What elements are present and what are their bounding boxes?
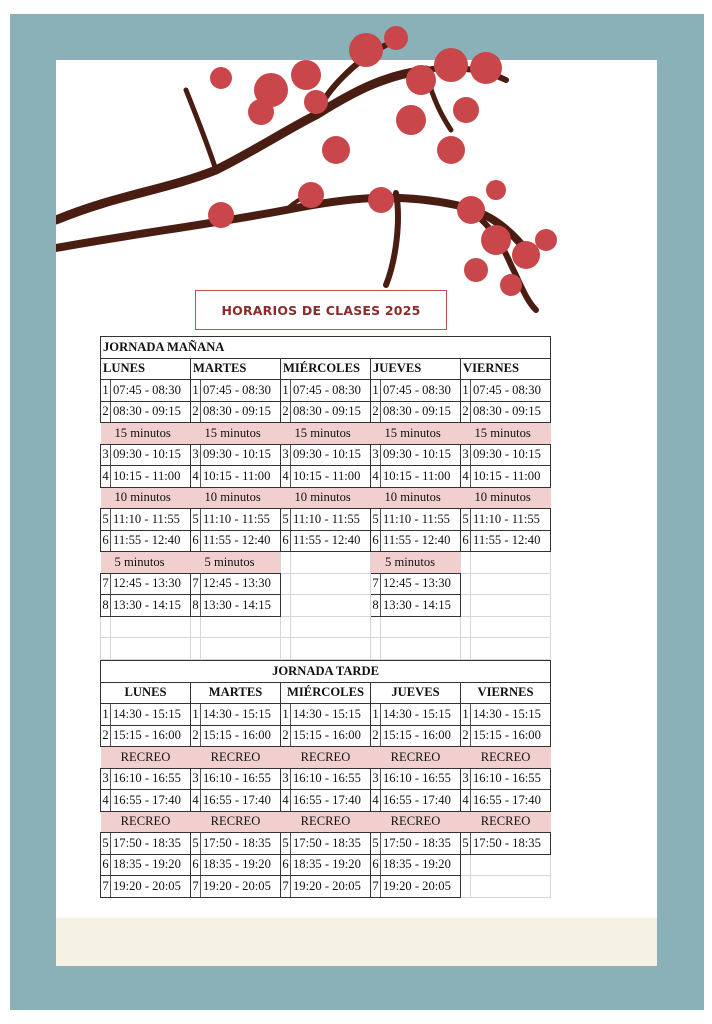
period-number: 7 (101, 573, 111, 595)
time-slot: 10:15 - 11:00 (471, 466, 551, 488)
period-number: 4 (281, 466, 291, 488)
period-number: 3 (461, 444, 471, 466)
time-slot: 11:55 - 12:40 (291, 530, 371, 552)
period-number: 7 (371, 573, 381, 595)
period-number: 8 (101, 595, 111, 617)
break-cell: 5 minutos (371, 552, 461, 574)
period-number: 5 (371, 509, 381, 531)
time-slot: 10:15 - 11:00 (291, 466, 371, 488)
period-number: 1 (101, 704, 111, 726)
table-row (101, 401, 551, 423)
time-slot: 09:30 - 10:15 (471, 444, 551, 466)
period-number: 1 (461, 704, 471, 726)
time-slot: 11:55 - 12:40 (381, 530, 461, 552)
period-number: 6 (281, 530, 291, 552)
break-row (101, 811, 551, 833)
period-number: 5 (101, 833, 111, 855)
time-slot: 08:30 - 09:15 (381, 401, 461, 423)
period-number: 5 (371, 833, 381, 855)
period-number: 6 (191, 530, 201, 552)
time-slot: 14:30 - 15:15 (471, 704, 551, 726)
table-row (101, 790, 551, 812)
period-number: 1 (191, 704, 201, 726)
break-cell: RECREO (371, 811, 461, 833)
table-row (101, 833, 551, 855)
time-slot: 09:30 - 10:15 (381, 444, 461, 466)
time-slot: 11:10 - 11:55 (111, 509, 191, 531)
time-slot: 12:45 - 13:30 (111, 573, 191, 595)
time-slot: 11:10 - 11:55 (381, 509, 461, 531)
blossom-branch-illustration (56, 20, 576, 320)
break-cell: RECREO (371, 747, 461, 769)
break-cell: 15 minutos (371, 423, 461, 445)
table-row (101, 725, 551, 747)
footer-band (56, 918, 657, 966)
section-heading: JORNADA TARDE (101, 661, 551, 683)
time-slot: 18:35 - 19:20 (291, 854, 371, 876)
time-slot: 07:45 - 08:30 (201, 380, 281, 402)
period-number: 3 (101, 768, 111, 790)
period-number: 2 (281, 725, 291, 747)
table-row (101, 466, 551, 488)
day-header: JUEVES (371, 358, 461, 380)
period-number: 1 (371, 380, 381, 402)
table-row (101, 704, 551, 726)
break-cell: 15 minutos (191, 423, 281, 445)
day-header: VIERNES (461, 358, 551, 380)
time-slot: 11:55 - 12:40 (111, 530, 191, 552)
break-cell: 10 minutos (101, 487, 191, 509)
period-number: 4 (101, 466, 111, 488)
day-header: MIÉRCOLES (281, 682, 371, 704)
time-slot: 11:10 - 11:55 (471, 509, 551, 531)
break-cell: RECREO (191, 747, 281, 769)
day-header: MARTES (191, 682, 281, 704)
period-number: 2 (371, 401, 381, 423)
table-row (101, 768, 551, 790)
break-cell: 15 minutos (281, 423, 371, 445)
table-row (101, 444, 551, 466)
period-number: 6 (461, 530, 471, 552)
time-slot: 18:35 - 19:20 (111, 854, 191, 876)
break-cell: RECREO (281, 747, 371, 769)
period-number: 7 (191, 573, 201, 595)
time-slot: 09:30 - 10:15 (111, 444, 191, 466)
time-slot: 07:45 - 08:30 (471, 380, 551, 402)
period-number: 4 (461, 466, 471, 488)
day-header: MIÉRCOLES (281, 358, 371, 380)
period-number: 7 (281, 876, 291, 898)
period-number: 2 (191, 725, 201, 747)
time-slot: 10:15 - 11:00 (201, 466, 281, 488)
time-slot: 14:30 - 15:15 (111, 704, 191, 726)
period-number: 6 (101, 854, 111, 876)
period-number: 4 (371, 466, 381, 488)
break-cell: 15 minutos (461, 423, 551, 445)
time-slot: 19:20 - 20:05 (111, 876, 191, 898)
period-number: 8 (191, 595, 201, 617)
time-slot: 08:30 - 09:15 (201, 401, 281, 423)
period-number: 2 (461, 725, 471, 747)
break-cell: 10 minutos (191, 487, 281, 509)
time-slot: 18:35 - 19:20 (201, 854, 281, 876)
period-number: 4 (191, 790, 201, 812)
time-slot: 16:55 - 17:40 (111, 790, 191, 812)
period-number: 4 (461, 790, 471, 812)
time-slot: 08:30 - 09:15 (291, 401, 371, 423)
period-number: 6 (191, 854, 201, 876)
period-number: 7 (371, 876, 381, 898)
time-slot: 07:45 - 08:30 (381, 380, 461, 402)
period-number: 2 (101, 725, 111, 747)
break-cell: RECREO (101, 811, 191, 833)
time-slot: 13:30 - 14:15 (201, 595, 281, 617)
break-cell: 10 minutos (281, 487, 371, 509)
period-number: 6 (281, 854, 291, 876)
period-number: 1 (461, 380, 471, 402)
table-row (101, 380, 551, 402)
table-row (101, 595, 551, 617)
time-slot: 16:55 - 17:40 (381, 790, 461, 812)
time-slot: 09:30 - 10:15 (291, 444, 371, 466)
time-slot: 17:50 - 18:35 (381, 833, 461, 855)
period-number: 1 (281, 704, 291, 726)
time-slot: 14:30 - 15:15 (201, 704, 281, 726)
time-slot: 11:10 - 11:55 (291, 509, 371, 531)
time-slot: 10:15 - 11:00 (111, 466, 191, 488)
period-number: 2 (461, 401, 471, 423)
time-slot: 17:50 - 18:35 (291, 833, 371, 855)
break-cell: 15 minutos (101, 423, 191, 445)
period-number: 3 (461, 768, 471, 790)
time-slot: 17:50 - 18:35 (111, 833, 191, 855)
period-number: 3 (191, 768, 201, 790)
period-number: 3 (101, 444, 111, 466)
time-slot: 15:15 - 16:00 (111, 725, 191, 747)
time-slot: 11:10 - 11:55 (201, 509, 281, 531)
day-header: LUNES (101, 358, 191, 380)
table-row (101, 530, 551, 552)
period-number: 6 (371, 854, 381, 876)
period-number: 6 (371, 530, 381, 552)
time-slot: 18:35 - 19:20 (381, 854, 461, 876)
time-slot: 16:55 - 17:40 (201, 790, 281, 812)
period-number: 4 (281, 790, 291, 812)
time-slot: 07:45 - 08:30 (111, 380, 191, 402)
break-cell: RECREO (101, 747, 191, 769)
break-row (101, 747, 551, 769)
time-slot: 19:20 - 20:05 (381, 876, 461, 898)
day-header: MARTES (191, 358, 281, 380)
time-slot: 17:50 - 18:35 (471, 833, 551, 855)
period-number: 1 (371, 704, 381, 726)
period-number: 2 (101, 401, 111, 423)
break-cell: RECREO (461, 811, 551, 833)
period-number: 5 (461, 833, 471, 855)
table-row (101, 854, 551, 876)
time-slot: 09:30 - 10:15 (201, 444, 281, 466)
time-slot: 16:10 - 16:55 (201, 768, 281, 790)
table-row (101, 876, 551, 898)
time-slot: 12:45 - 13:30 (201, 573, 281, 595)
time-slot: 07:45 - 08:30 (291, 380, 371, 402)
period-number: 5 (461, 509, 471, 531)
period-number: 3 (281, 444, 291, 466)
period-number: 1 (191, 380, 201, 402)
section-heading: JORNADA MAÑANA (101, 337, 551, 359)
time-slot: 19:20 - 20:05 (201, 876, 281, 898)
period-number: 1 (101, 380, 111, 402)
break-cell: RECREO (281, 811, 371, 833)
break-row (101, 552, 551, 574)
period-number: 5 (101, 509, 111, 531)
period-number: 3 (281, 768, 291, 790)
time-slot: 19:20 - 20:05 (291, 876, 371, 898)
time-slot: 12:45 - 13:30 (381, 573, 461, 595)
time-slot: 16:10 - 16:55 (381, 768, 461, 790)
time-slot: 13:30 - 14:15 (111, 595, 191, 617)
table-row (101, 573, 551, 595)
time-slot: 14:30 - 15:15 (291, 704, 371, 726)
break-row (101, 423, 551, 445)
table-row (101, 616, 551, 638)
period-number: 7 (191, 876, 201, 898)
period-number: 5 (281, 833, 291, 855)
period-number: 1 (281, 380, 291, 402)
time-slot: 11:55 - 12:40 (201, 530, 281, 552)
period-number: 8 (371, 595, 381, 617)
break-row (101, 487, 551, 509)
time-slot: 15:15 - 16:00 (381, 725, 461, 747)
page-title: HORARIOS DE CLASES 2025 (195, 290, 447, 330)
table-row (101, 509, 551, 531)
break-cell: RECREO (461, 747, 551, 769)
period-number: 2 (371, 725, 381, 747)
time-slot: 15:15 - 16:00 (291, 725, 371, 747)
day-header: JUEVES (371, 682, 461, 704)
period-number: 5 (281, 509, 291, 531)
break-cell: RECREO (191, 811, 281, 833)
break-cell: 5 minutos (101, 552, 191, 574)
time-slot: 16:55 - 17:40 (471, 790, 551, 812)
time-slot: 10:15 - 11:00 (381, 466, 461, 488)
break-cell: 5 minutos (191, 552, 281, 574)
period-number: 2 (191, 401, 201, 423)
time-slot: 16:10 - 16:55 (471, 768, 551, 790)
break-cell: 10 minutos (371, 487, 461, 509)
period-number: 6 (101, 530, 111, 552)
day-header: LUNES (101, 682, 191, 704)
period-number: 3 (371, 444, 381, 466)
time-slot: 14:30 - 15:15 (381, 704, 461, 726)
period-number: 4 (191, 466, 201, 488)
time-slot: 15:15 - 16:00 (471, 725, 551, 747)
day-header: VIERNES (461, 682, 551, 704)
period-number: 2 (281, 401, 291, 423)
time-slot: 08:30 - 09:15 (111, 401, 191, 423)
period-number: 5 (191, 833, 201, 855)
period-number: 3 (191, 444, 201, 466)
time-slot: 11:55 - 12:40 (471, 530, 551, 552)
period-number: 7 (101, 876, 111, 898)
time-slot: 08:30 - 09:15 (471, 401, 551, 423)
afternoon-schedule-table (100, 660, 551, 898)
break-cell: 10 minutos (461, 487, 551, 509)
period-number: 4 (371, 790, 381, 812)
time-slot: 13:30 - 14:15 (381, 595, 461, 617)
table-row (101, 638, 551, 660)
period-number: 4 (101, 790, 111, 812)
time-slot: 16:10 - 16:55 (291, 768, 371, 790)
period-number: 3 (371, 768, 381, 790)
morning-schedule-table (100, 336, 551, 660)
time-slot: 15:15 - 16:00 (201, 725, 281, 747)
time-slot: 17:50 - 18:35 (201, 833, 281, 855)
period-number: 5 (191, 509, 201, 531)
time-slot: 16:10 - 16:55 (111, 768, 191, 790)
time-slot: 16:55 - 17:40 (291, 790, 371, 812)
